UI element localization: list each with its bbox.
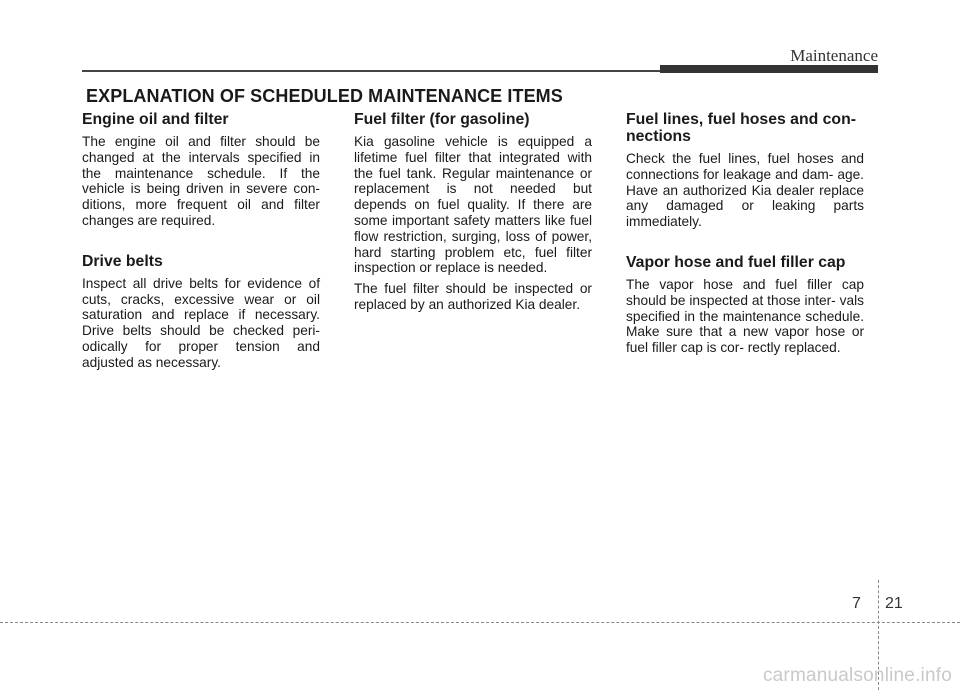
- footer-dashed-rule: [0, 622, 960, 623]
- paragraph-vapor-hose: The vapor hose and fuel filler cap should be inspected at those inter- vals specified in the maintenance schedule. Make sure that a new vapor hose or fuel filler cap is cor- rectly replaced.: [626, 276, 864, 356]
- heading-vapor-hose: Vapor hose and fuel filler cap: [626, 253, 846, 271]
- heading-engine-oil: Engine oil and filter: [82, 111, 229, 128]
- paragraph-fuel-filter-2: The fuel filter should be inspected or replaced by an authorized Kia dealer.: [354, 281, 592, 312]
- paragraph-drive-belts: Inspect all drive belts for evidence of cuts, cracks, excessive wear or oil saturation and replace if necessary. Drive belts should be checked peri- odically for proper tension and adjusted as necessary.: [82, 275, 320, 370]
- heading-fuel-filter: Fuel filter (for gasoline): [354, 111, 530, 128]
- page-number: 21: [885, 595, 903, 612]
- heading-drive-belts: Drive belts: [82, 252, 163, 270]
- paragraph-fuel-lines: Check the fuel lines, fuel hoses and connections for leakage and dam- age. Have an authorized Kia dealer replace any damaged or leaking parts immediately.: [626, 151, 864, 230]
- column-3: [626, 111, 864, 356]
- section-title: EXPLANATION OF SCHEDULED MAINTENANCE ITEMS: [86, 86, 563, 106]
- header-rule-accent: [660, 65, 878, 73]
- column-1: [82, 111, 320, 371]
- chapter-number: 7: [852, 595, 861, 612]
- chapter-title: Maintenance: [790, 46, 878, 65]
- paragraph-fuel-filter-1: Kia gasoline vehicle is equipped a lifetime fuel filter that integrated with the fuel tank. Regular maintenance or replacement is not needed but depends on fuel quality. If there are some important safety matters like fuel flow restriction, surging, loss of power, hard starting problem etc, fuel filter inspection or replace is needed.: [354, 134, 592, 276]
- header-rule: [82, 70, 662, 72]
- column-2: [354, 111, 592, 313]
- watermark: carmanualsonline.info: [762, 665, 952, 686]
- paragraph-engine-oil: The engine oil and filter should be changed at the intervals specified in the maintenance schedule. If the vehicle is being driven in severe con- ditions, more frequent oil and filter changes are required.: [82, 134, 320, 228]
- heading-fuel-lines: Fuel lines, fuel hoses and con- nections: [626, 111, 856, 145]
